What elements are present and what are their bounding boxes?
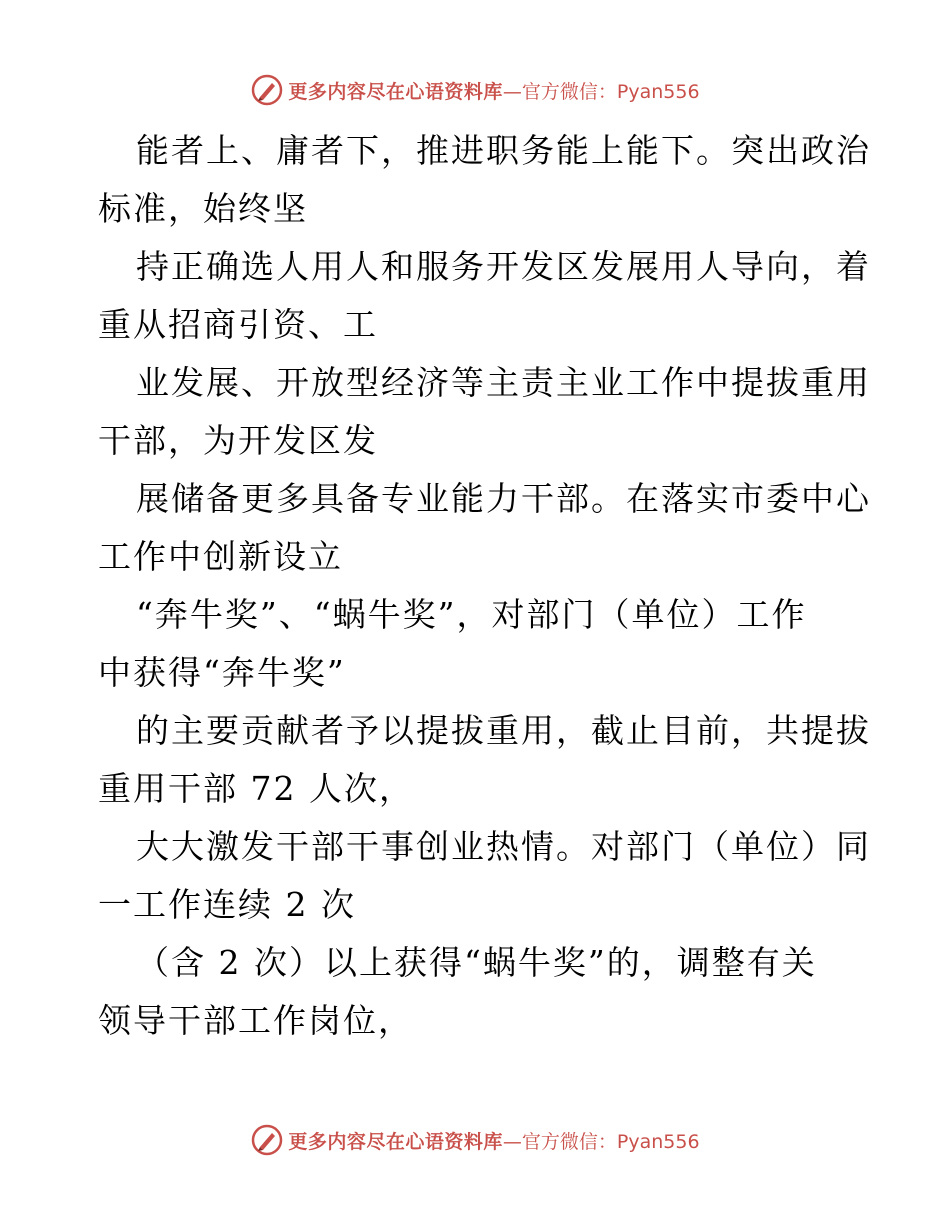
text-line: 业发展、开放型经济等主责主业工作中提拔重用: [136, 363, 871, 402]
text-line: 重用干部 72 人次，: [98, 769, 414, 808]
text-line: 展储备更多具备专业能力干部。在落实市委中心: [136, 479, 871, 518]
text-line: 持正确选人用人和服务开发区发展用人导向，着: [136, 247, 871, 286]
banner-title: 更多内容尽在心语资料库: [288, 1130, 503, 1153]
text-line: “奔牛奖”、“蜗牛奖”，对部门（单位）工作: [136, 595, 807, 634]
banner-wechat: —官方微信：Pyan556: [502, 1130, 700, 1153]
text-line: （含 2 次）以上获得“蜗牛奖”的，调整有关: [136, 943, 817, 982]
text-line: 领导干部工作岗位，: [98, 1001, 413, 1040]
text-line: 重从招商引资、工: [98, 305, 378, 344]
banner-title: 更多内容尽在心语资料库: [288, 80, 503, 103]
banner-wechat: —官方微信：Pyan556: [502, 80, 700, 103]
text-line: 中获得“奔牛奖”: [98, 653, 346, 692]
text-line: 能者上、庸者下，推进职务能上能下。突出政治: [136, 131, 871, 170]
footer-banner: [0, 1120, 950, 1160]
document-body: [98, 122, 871, 1050]
text-line: 干部，为开发区发: [98, 421, 378, 460]
text-line: 大大激发干部干事创业热情。对部门（单位）同: [136, 827, 871, 866]
text-line: 一工作连续 2 次: [98, 885, 356, 924]
pen-logo-icon: [250, 73, 284, 107]
text-line: 标准，始终坚: [98, 189, 308, 228]
text-line: 的主要贡献者予以提拔重用，截止目前，共提拔: [136, 711, 871, 750]
pen-logo-icon: [250, 1123, 284, 1157]
header-banner: [0, 70, 950, 110]
text-line: 工作中创新设立: [98, 537, 343, 576]
